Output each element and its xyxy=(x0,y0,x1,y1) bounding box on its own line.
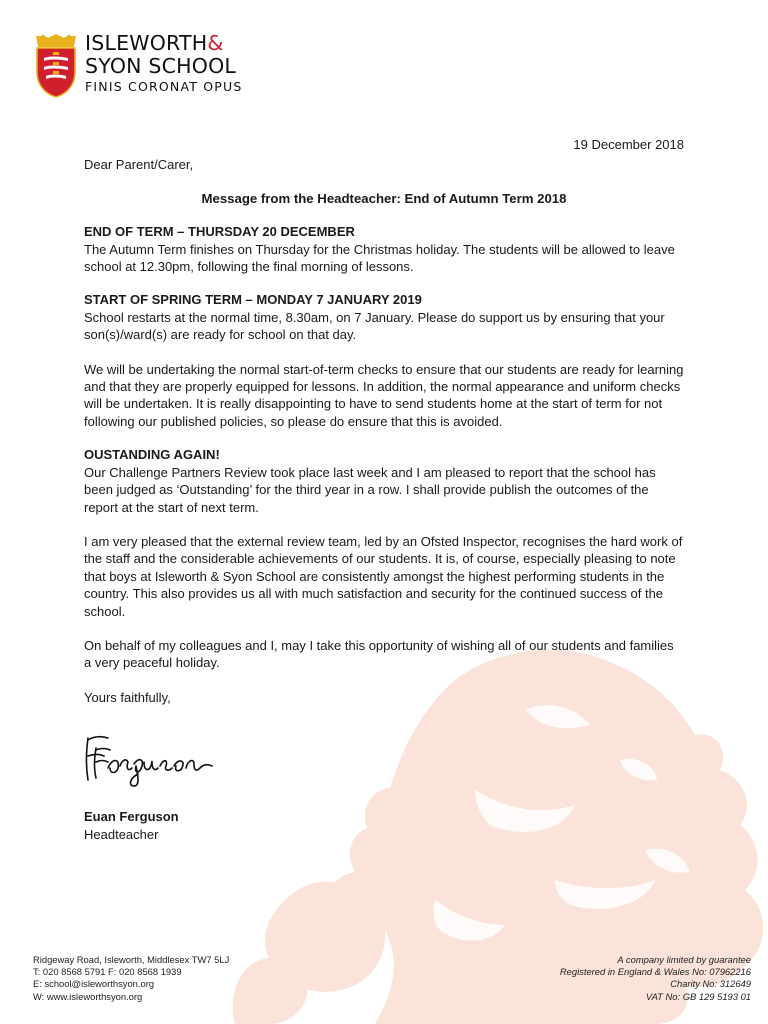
paragraph: Our Challenge Partners Review took place last week and I am pleased to report that the school has been judged as ‘Outstanding’ for the third year in a row. I shall provide publish the outcomes of the report at the start of next term. xyxy=(84,464,656,515)
school-name-line2: SYON SCHOOL xyxy=(85,54,237,78)
school-name xyxy=(85,32,243,94)
footer-address: Ridgeway Road, Isleworth, Middlesex TW7 5LJ xyxy=(33,954,230,965)
footer-vat: VAT No: GB 129 5193 01 xyxy=(645,990,751,1002)
paragraph: We will be undertaking the normal start-of-term checks to ensure that our students are ready for learning and that they are properly equipped for lessons. In addition, the normal appearance and uniform checks will be undertaken. It is really disappointing to have to send students home at the start of term for not following our published policies, so please do ensure that this is avoided. xyxy=(84,361,684,429)
footer-registration: Registered in England & Wales No: 07962216 xyxy=(559,966,751,978)
paragraph: School restarts at the normal time, 8.30am, on 7 January. Please do support us by ensuring that your son(s)/ward(s) are ready for school on that day. xyxy=(84,309,665,343)
footer-email: E: school@isleworthsyon.org xyxy=(33,978,155,990)
footer-website: W: www.isleworthsyon.org xyxy=(33,990,143,1002)
school-name-line1: ISLEWORTH& xyxy=(85,31,224,55)
handwritten-signature-icon xyxy=(82,728,222,788)
paragraph: The Autumn Term finishes on Thursday for the Christmas holiday. The students will be allowed to leave school at 12.30pm, following the final morning of lessons. xyxy=(84,241,675,275)
signer-name: Euan Ferguson xyxy=(84,809,179,825)
footer-phone: T: 020 8568 5791 F: 020 8568 1939 xyxy=(33,966,182,978)
letter-date: 19 December 2018 xyxy=(573,137,684,152)
letter-title: Message from the Headteacher: End of Autumn Term 2018 xyxy=(201,190,567,206)
paragraph: I am very pleased that the external review team, led by an Ofsted Inspector, recognises the hard work of the staff and the considerable achievements of our students. It is, of course, especially pleasing to note that boys at Isleworth & Syon School are consistently amongst the highest performing students in the country. This also provides us all with much satisfaction and security for the continued success of the school. xyxy=(84,533,683,619)
footer-contact xyxy=(33,954,229,1003)
footer-charity: Charity No: 312649 xyxy=(670,978,751,990)
paragraph: On behalf of my colleagues and I, may I take this opportunity of wishing all of our students and families a very peaceful holiday. xyxy=(84,637,674,671)
signature-block xyxy=(84,689,684,843)
signer-title: Headteacher xyxy=(84,826,159,842)
school-crest-icon xyxy=(34,34,78,98)
footer-legal xyxy=(560,954,751,1003)
section-heading-end-of-term: END OF TERM – THURSDAY 20 DECEMBER xyxy=(84,224,355,240)
salutation: Dear Parent/Carer, xyxy=(84,157,194,173)
section-heading-spring-term: START OF SPRING TERM – MONDAY 7 JANUARY 2019 xyxy=(84,292,422,308)
letter-body xyxy=(84,136,684,843)
ampersand: & xyxy=(207,31,224,55)
section-heading-outstanding: OUSTANDING AGAIN! xyxy=(84,447,220,463)
closing: Yours faithfully, xyxy=(84,689,171,705)
footer-company: A company limited by guarantee xyxy=(617,954,751,965)
school-motto: FINIS CORONAT OPUS xyxy=(85,79,243,94)
